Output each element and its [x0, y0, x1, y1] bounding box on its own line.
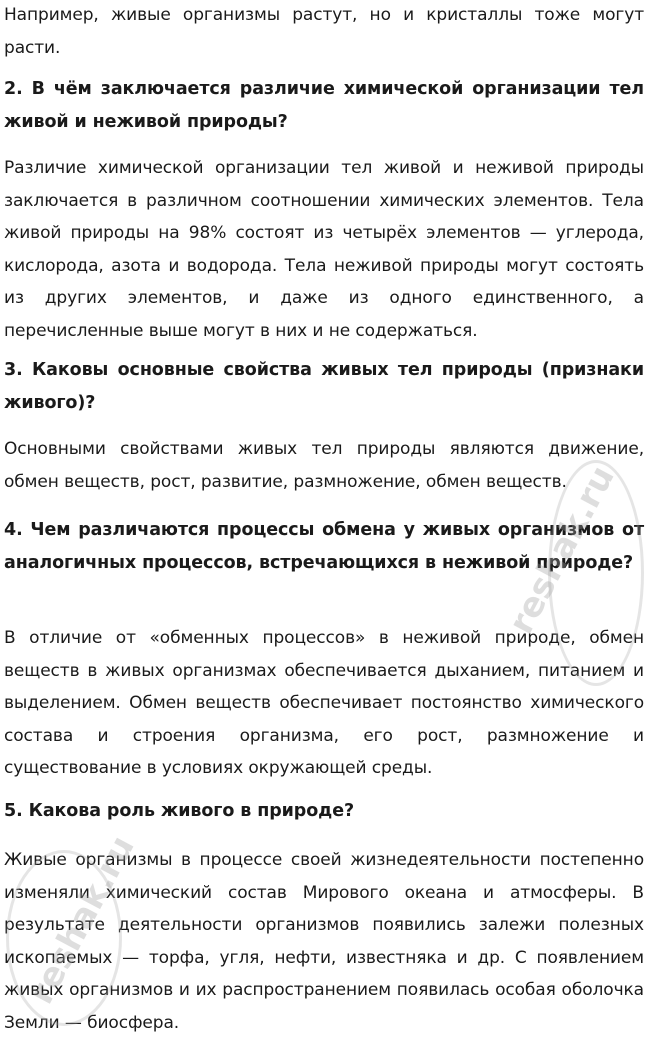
- question-5-heading: 5. Какова роль живого в природе?: [4, 801, 355, 821]
- watermark-right: reshak.ru: [501, 459, 623, 641]
- answer-3-paragraph: Основными свойствами живых тел природы являются движение, обмен веществ, рост, развитие, размножение, обмен веществ.: [4, 439, 644, 492]
- intro-paragraph: Например, живые организмы растут, но и кристаллы тоже могут расти.: [4, 5, 644, 58]
- answer-4-paragraph: В отличие от «обменных процессов» в неживой природе, обмен веществ в живых организмах обеспечивается дыханием, питанием и выделением. Обмен веществ обеспечивает постоянство химического состава и строения организма, его рост, размножение и существование в условиях окружающей среды.: [4, 628, 644, 778]
- answer-5-paragraph: Живые организмы в процессе своей жизнедеятельности постепенно изменяли химический состав Мирового океана и атмосферы. В результате деятельности организмов появились залежи полезных ископаемых — торфа, угля, нефти, известняка и др. С появлением живых организмов и их распространением появилась особая оболочка Земли — биосфера.: [4, 850, 644, 1033]
- question-3-heading: 3. Каковы основные свойства живых тел природы (признаки живого)?: [4, 360, 644, 413]
- question-4-heading: 4. Чем различаются процессы обмена у живых организмов от аналогичных процессов, встречающихся в неживой природе?: [4, 520, 644, 573]
- question-2-heading: 2. В чём заключается различие химической организации тел живой и неживой природы?: [4, 79, 644, 132]
- answer-2-paragraph: Различие химической организации тел живой и неживой природы заключается в различном соотношении химических элементов. Тела живой природы на 98% состоят из четырёх элементов — углерода, кислорода, азота и водорода. Тела неживой природы могут состоять из других элементов, и даже из одного единственного, а перечисленные выше могут в них и не содержаться.: [4, 158, 644, 341]
- watermark-left: reshak.ru: [21, 829, 143, 1011]
